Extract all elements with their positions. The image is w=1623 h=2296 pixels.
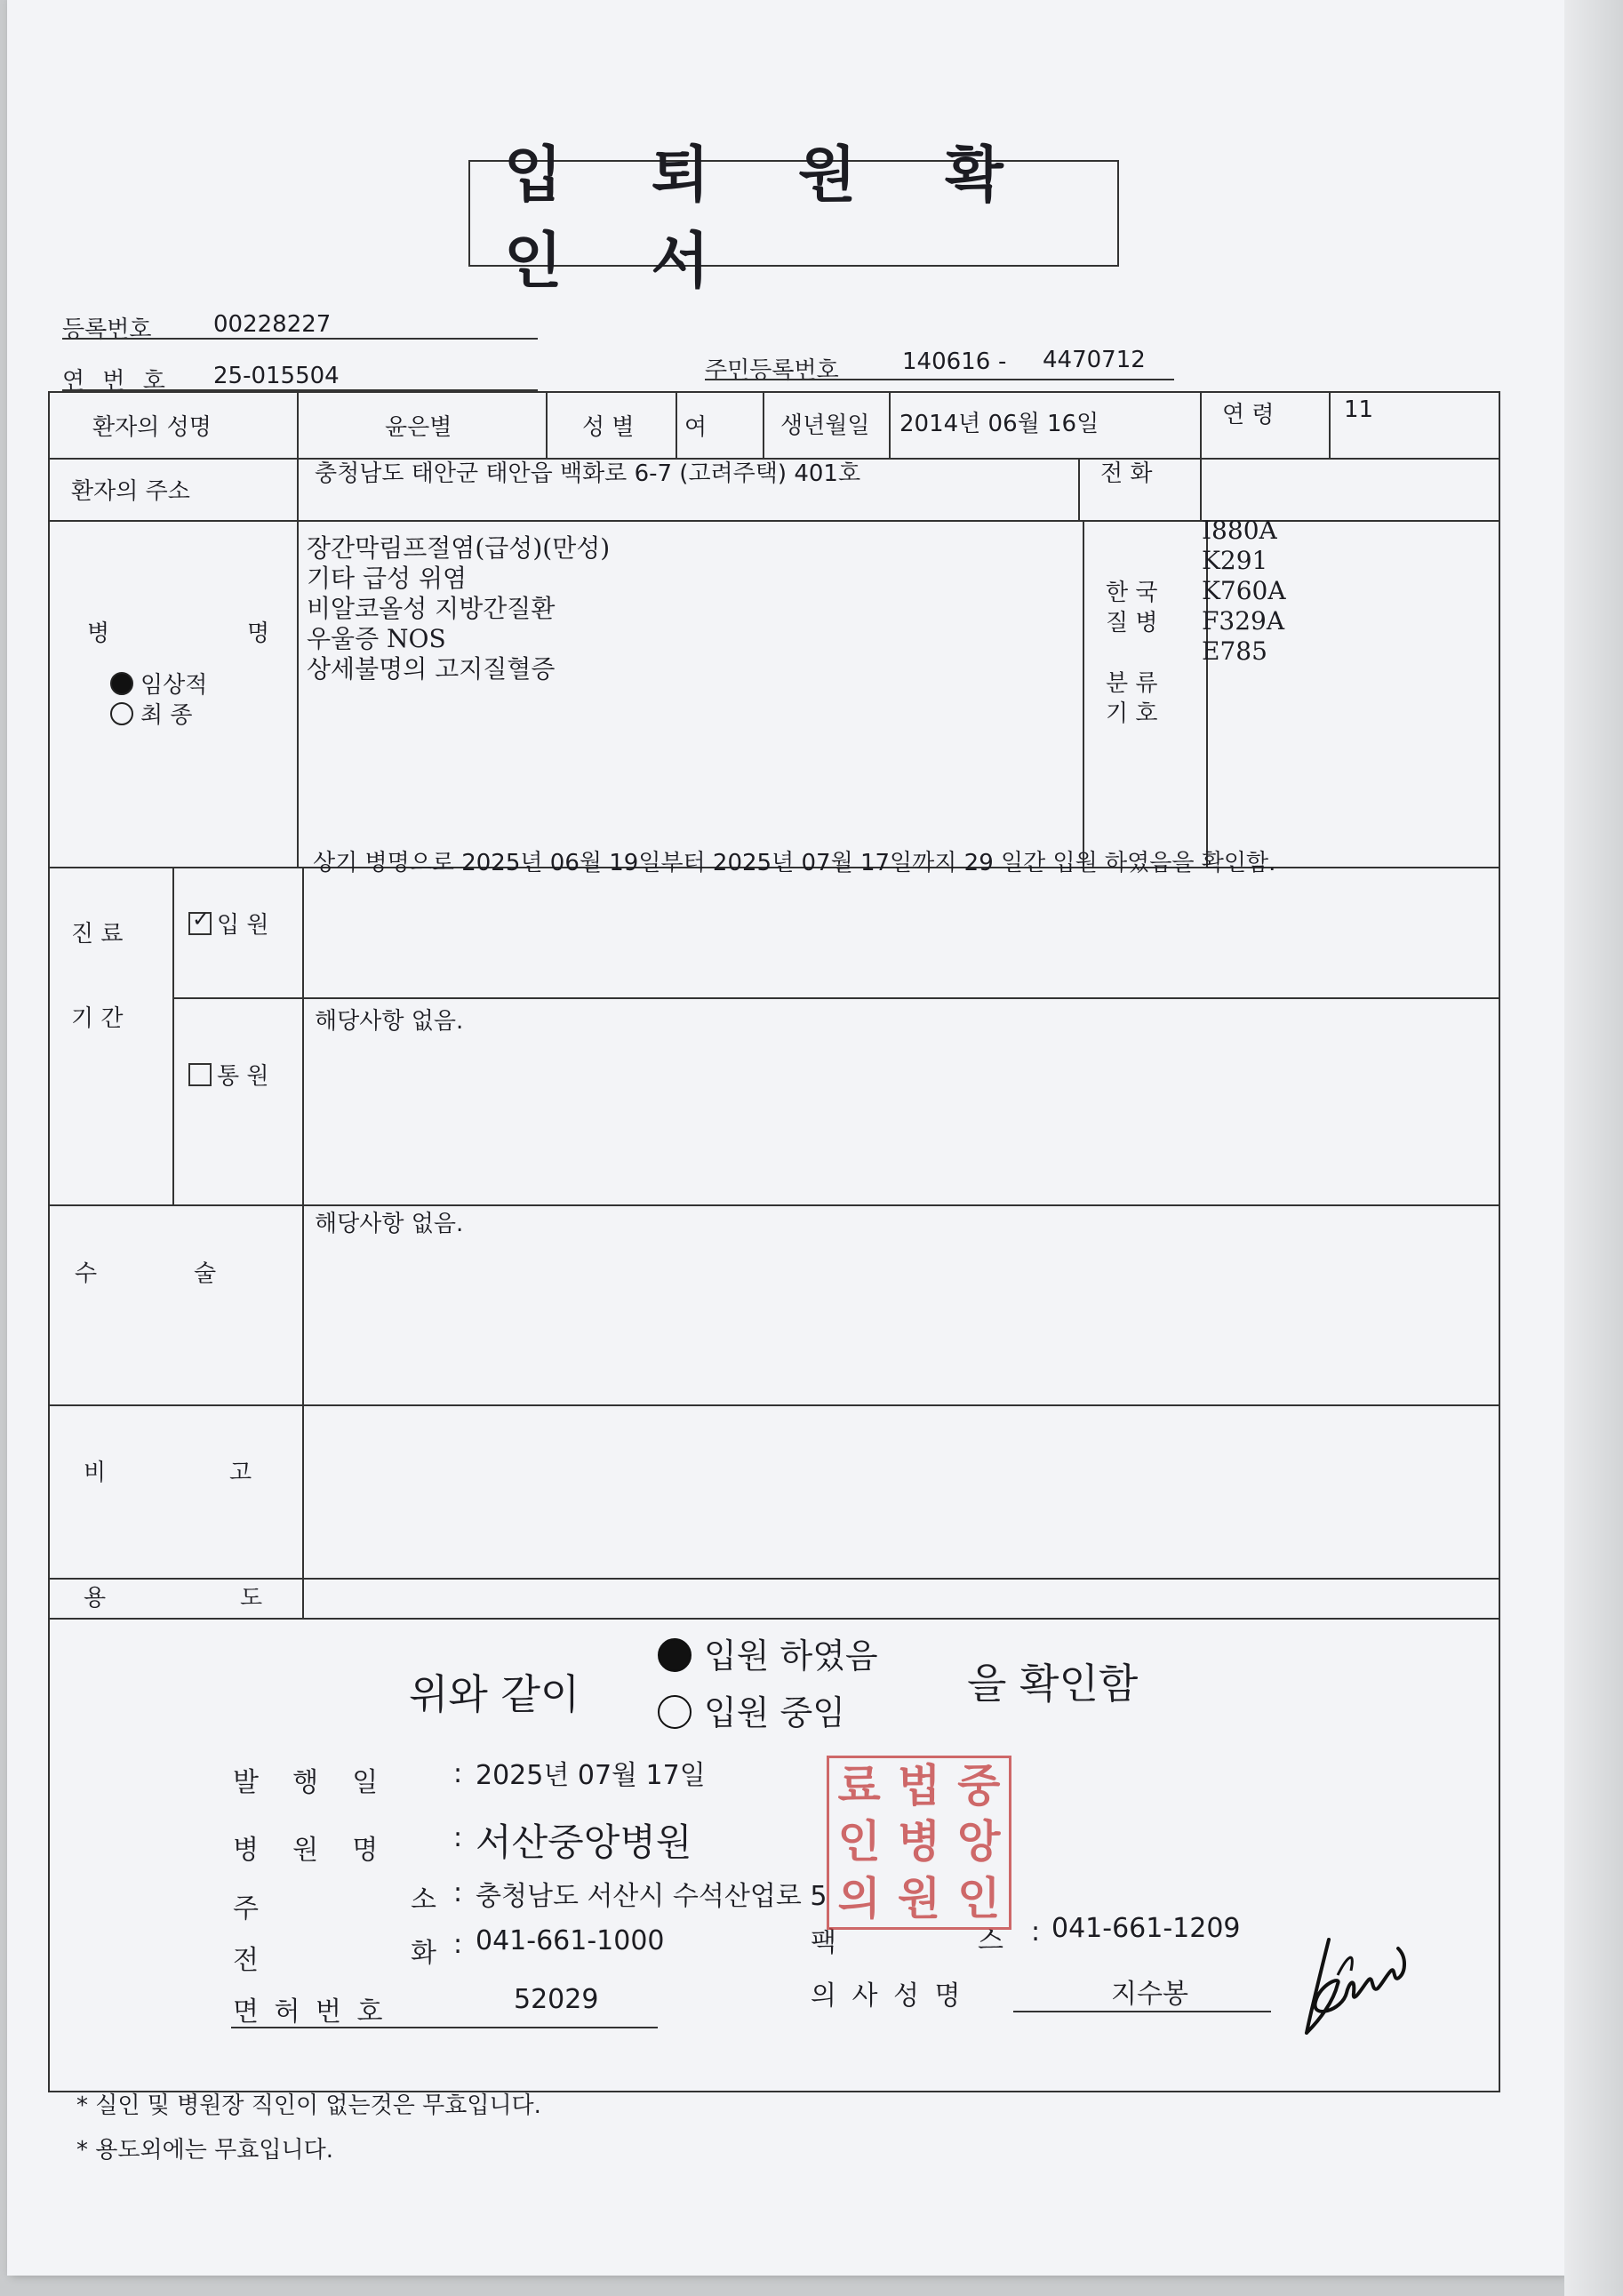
title-box xyxy=(468,140,1119,297)
seal-char: 료 xyxy=(837,1759,881,1812)
row1-divider-7 xyxy=(1329,391,1331,458)
hospital-colon: : xyxy=(453,1822,463,1853)
page-edge xyxy=(1564,0,1623,2296)
reg-no-label: 등록번호 xyxy=(62,316,152,343)
row2-divider-1 xyxy=(297,458,299,520)
purpose-divider xyxy=(302,1578,304,1618)
option-final-label: 최 종 xyxy=(140,702,193,729)
row1-divider-2 xyxy=(546,391,548,458)
purpose-bottom-line xyxy=(48,1618,1499,1620)
confirm-option-inpatient-label: 입원 하였음 xyxy=(704,1636,878,1676)
radio-filled-icon xyxy=(658,1638,692,1672)
surgery-label-a: 수 xyxy=(75,1260,98,1287)
row1-divider-5 xyxy=(889,391,891,458)
seal-char: 원 xyxy=(897,1871,941,1924)
address-label: 환자의 주소 xyxy=(71,478,190,505)
confirm-suffix: 을 확인함 xyxy=(967,1660,1139,1708)
hospital-name: 서산중앙병원 xyxy=(476,1820,692,1864)
checkbox-empty-icon xyxy=(188,1063,212,1086)
disease-code-label-line: 분 류 xyxy=(1106,670,1158,697)
hospital-label: 병 원 명 xyxy=(233,1835,379,1866)
hospital-address: 충청남도 서산시 수석산업로 5 xyxy=(476,1881,827,1912)
license-underline xyxy=(231,2027,658,2028)
disease-code: K760A xyxy=(1202,576,1286,605)
resident-no-underline xyxy=(705,379,1174,380)
surgery-bottom-line xyxy=(48,1404,1499,1406)
issue-date-label: 발 행 일 xyxy=(233,1767,379,1798)
confirm-option-admitted[interactable] xyxy=(658,1685,845,1734)
radio-empty-icon xyxy=(658,1695,692,1729)
diagnosis-line: 우울증 NOS xyxy=(307,624,446,653)
sex-label: 성 별 xyxy=(582,414,635,441)
option-clinical-label: 임상적 xyxy=(140,672,208,699)
remarks-label-a: 비 xyxy=(84,1460,107,1486)
disease-code-label-line: 질 병 xyxy=(1106,610,1158,636)
seal-char: 앙 xyxy=(957,1815,1001,1868)
surgery-text: 해당사항 없음. xyxy=(315,1211,464,1237)
diagnosis-line: 장간막림프절염(급성)(만성) xyxy=(307,533,611,563)
hospital-fax-label-b: 스 xyxy=(978,1925,1003,1956)
patient-name: 윤은별 xyxy=(385,414,452,441)
disease-codes xyxy=(1202,516,1286,667)
hospital-fax-label-a: 팩 xyxy=(811,1927,836,1958)
diagnosis-label-a: 병 xyxy=(87,620,110,647)
radio-filled-icon xyxy=(110,672,133,695)
inpatient-check[interactable] xyxy=(188,907,269,940)
outpatient-text: 해당사항 없음. xyxy=(315,1008,464,1035)
hospital-tel-colon: : xyxy=(453,1929,463,1960)
diagnosis-label-b: 명 xyxy=(247,620,270,647)
serial-no-value: 25-015504 xyxy=(213,363,340,389)
disease-code-label xyxy=(1106,578,1158,729)
surgery-label-b: 술 xyxy=(194,1260,217,1287)
diagnosis-line: 기타 급성 위염 xyxy=(307,564,468,593)
phone-label: 전 화 xyxy=(1100,460,1153,487)
disease-code-label-line: 한 국 xyxy=(1106,580,1158,606)
hospital-fax-colon: : xyxy=(1031,1916,1041,1948)
doctor-signature xyxy=(1293,1922,1418,2046)
reg-no-underline xyxy=(62,338,538,340)
option-clinical[interactable] xyxy=(110,667,207,700)
purpose-label-a: 용 xyxy=(84,1585,107,1612)
confirm-prefix: 위와 같이 xyxy=(409,1670,580,1718)
row2-divider-3 xyxy=(1200,458,1202,520)
footnote-seal: * 실인 및 병원장 직인이 없는것은 무효입니다. xyxy=(76,2092,541,2119)
hospital-tel: 041-661-1000 xyxy=(476,1925,665,1956)
radio-empty-icon xyxy=(110,702,133,725)
seal-char: 의 xyxy=(837,1871,881,1924)
diagnosis-divider-1 xyxy=(297,520,299,867)
treatment-label-b: 기 간 xyxy=(71,1005,124,1032)
disease-code: K291 xyxy=(1202,546,1268,575)
age-value: 11 xyxy=(1344,396,1374,423)
seal-char: 병 xyxy=(897,1815,941,1868)
age-label: 연 령 xyxy=(1222,402,1275,428)
address-value: 충청남도 태안군 태안읍 백화로 6-7 (고려주택) 401호 xyxy=(315,460,861,487)
seal-char: 법 xyxy=(897,1759,941,1812)
dob-label: 생년월일 xyxy=(780,412,870,439)
disease-code: E785 xyxy=(1202,636,1267,666)
inpatient-label: 입 원 xyxy=(217,912,269,939)
disease-code: F329A xyxy=(1202,606,1285,636)
treatment-bottom-line xyxy=(48,1204,1499,1206)
treatment-middle-line xyxy=(172,997,1499,999)
treatment-divider-1 xyxy=(172,867,174,1204)
doctor-underline xyxy=(1013,2011,1271,2012)
hospital-fax: 041-661-1209 xyxy=(1051,1913,1241,1944)
remarks-label-b: 고 xyxy=(229,1460,252,1486)
diagnosis-divider-2 xyxy=(1083,520,1084,867)
disease-code-label-line xyxy=(1106,638,1158,668)
diagnosis-lines xyxy=(307,533,610,684)
outpatient-label: 통 원 xyxy=(217,1063,269,1090)
resident-no-front: 140616 xyxy=(902,348,991,375)
surgery-divider xyxy=(302,1204,304,1404)
license-label: 면 허 번 호 xyxy=(233,1996,387,2028)
doctor-label: 의 사 성 명 xyxy=(811,1980,964,2012)
issue-date: 2025년 07월 17일 xyxy=(476,1760,706,1791)
hospital-tel-label-b: 화 xyxy=(411,1938,436,1969)
diagnosis-line: 상세불명의 고지질혈증 xyxy=(307,654,556,684)
serial-no-label: 연 번 호 xyxy=(62,368,171,395)
outpatient-check[interactable] xyxy=(188,1058,269,1091)
disease-code: I880A xyxy=(1202,516,1277,545)
hospital-seal xyxy=(827,1756,1011,1930)
row1-divider-1 xyxy=(297,391,299,458)
treatment-divider-2 xyxy=(302,867,304,1204)
issue-date-colon: : xyxy=(453,1758,463,1789)
footnote-purpose: * 용도외에는 무효입니다. xyxy=(76,2137,333,2164)
diagnosis-line: 비알코올성 지방간질환 xyxy=(307,594,556,623)
document-title: 입 퇴 원 확 인 서 xyxy=(504,140,1037,297)
resident-no-dash: - xyxy=(998,348,1007,375)
treatment-label-a: 진 료 xyxy=(71,921,124,948)
disease-code-label-line: 기 호 xyxy=(1106,700,1158,727)
row1-divider-3 xyxy=(676,391,677,458)
resident-no-back: 4470712 xyxy=(1043,347,1146,373)
hospital-address-label-b: 소 xyxy=(411,1884,436,1916)
resident-no-label: 주민등록번호 xyxy=(705,357,839,384)
sex-value: 여 xyxy=(684,414,708,441)
row2-divider-2 xyxy=(1078,458,1080,520)
seal-char: 중 xyxy=(957,1759,1001,1812)
hospital-tel-label-a: 전 xyxy=(233,1945,259,1976)
dob-value: 2014년 06월 16일 xyxy=(899,411,1099,437)
reg-no-value: 00228227 xyxy=(213,311,332,338)
license-no: 52029 xyxy=(514,1984,599,2015)
confirm-option-admitted-label: 입원 중임 xyxy=(704,1693,845,1732)
purpose-label-b: 도 xyxy=(240,1585,263,1612)
option-final[interactable] xyxy=(110,697,193,730)
checkbox-checked-icon: ✓ xyxy=(188,912,212,935)
row1-divider-4 xyxy=(763,391,764,458)
hospital-address-colon: : xyxy=(453,1877,463,1908)
confirm-option-inpatient[interactable] xyxy=(658,1628,878,1677)
doctor-name: 지수봉 xyxy=(1111,1979,1188,2010)
remarks-bottom-line xyxy=(48,1578,1499,1580)
remarks-divider xyxy=(302,1404,304,1578)
seal-char: 인 xyxy=(957,1871,1001,1924)
inpatient-text: 상기 병명으로 2025년 06월 19일부터 2025년 07월 17일까지 29 일간 입원 하였음을 확인함. xyxy=(313,850,1276,876)
hospital-address-label-a: 주 xyxy=(233,1893,259,1924)
patient-name-label: 환자의 성명 xyxy=(92,414,212,441)
seal-char: 인 xyxy=(837,1815,881,1868)
row1-divider-6 xyxy=(1200,391,1202,458)
